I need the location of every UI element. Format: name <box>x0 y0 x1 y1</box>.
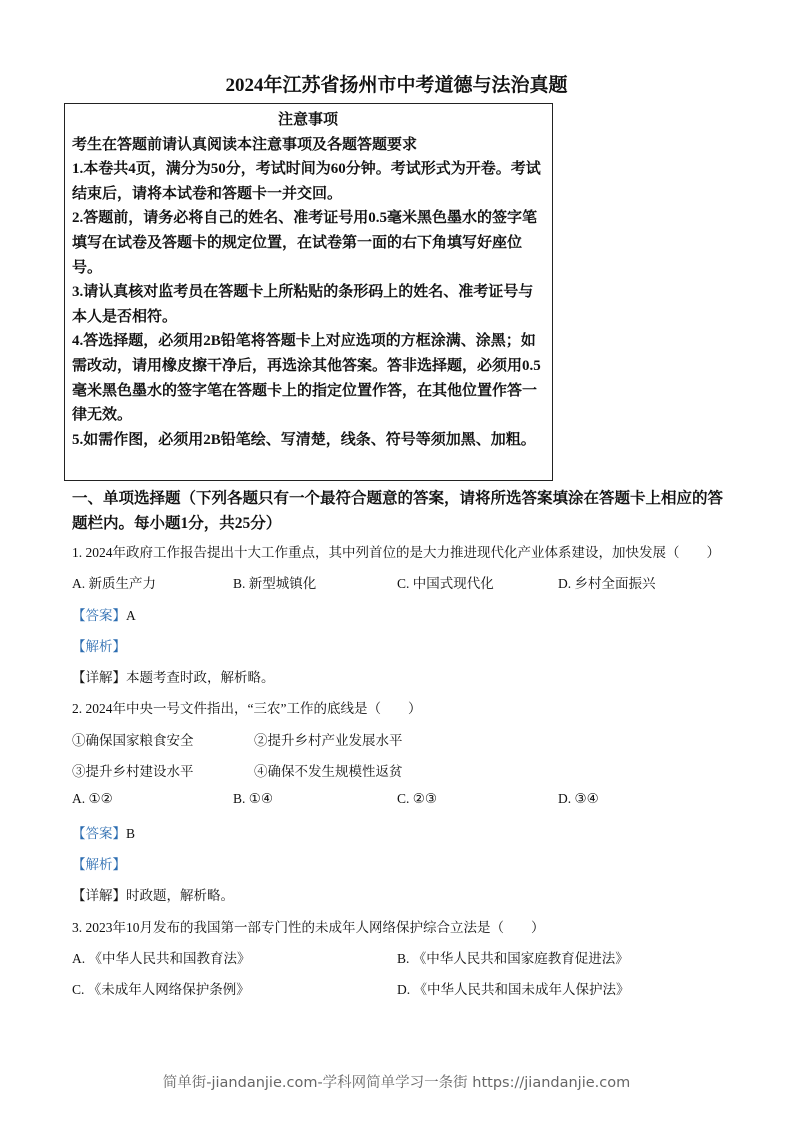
q1-option-b: B. 新型城镇化 <box>233 576 317 591</box>
q1-option-a: A. 新质生产力 <box>72 576 156 591</box>
answer-label: 【答案】 <box>72 826 126 841</box>
q2-option-a: A. ①② <box>72 791 113 806</box>
analysis-label: 【解析】 <box>72 857 126 872</box>
q3-option-d: D. 《中华人民共和国未成年人保护法》 <box>397 982 630 997</box>
answer-value: B <box>126 826 136 841</box>
q2-option-b: B. ①④ <box>233 791 273 806</box>
q1-detail <box>72 666 275 686</box>
notice-line: 1.本卷共4页，满分为50分，考试时间为60分钟。考试形式为开卷。考试结束后，请将本试卷和答题卡一并交回。 <box>72 161 541 202</box>
page-title: 2024年江苏省扬州市中考道德与法治真题 <box>225 75 568 96</box>
q3-option-b: B. 《中华人民共和国家庭教育促进法》 <box>397 951 629 966</box>
analysis-label: 【解析】 <box>72 639 126 654</box>
footer-watermark: 简单街-jiandanjie.com-学科网简单学习一条街 https://jiandanjie.com <box>162 1075 631 1091</box>
notice-line: 2.答题前，请务必将自己的姓名、准考证号用0.5毫米黑色墨水的签字笔填写在试卷及答题卡的规定位置，在试卷第一面的右下角填写好座位号。 <box>72 210 538 276</box>
question-2-stem: 2. 2024年中央一号文件指出，“三农”工作的底线是（ ） <box>72 701 422 716</box>
q2-option-c: C. ②③ <box>397 791 437 806</box>
detail-text: 本题考查时政，解析略。 <box>126 670 275 685</box>
detail-text: 时政题，解析略。 <box>126 888 234 903</box>
q2-answer <box>72 822 135 842</box>
detail-label: 【详解】 <box>72 670 126 685</box>
notice-line: 考生在答题前请认真阅读本注意事项及各题答题要求 <box>72 136 418 153</box>
q2-item-4: ④确保不发生规模性返贫 <box>254 764 403 779</box>
q1-option-d: D. 乡村全面振兴 <box>558 576 656 591</box>
q1-answer <box>72 604 136 624</box>
notice-line: 5.如需作图，必须用2B铅笔绘、写清楚，线条、符号等须加黑、加粗。 <box>72 431 536 448</box>
q2-option-d: D. ③④ <box>558 791 599 806</box>
q1-option-c: C. 中国式现代化 <box>397 576 494 591</box>
q3-option-c: C. 《未成年人网络保护条例》 <box>72 982 250 997</box>
answer-value: A <box>126 608 136 623</box>
q2-item-1: ①确保国家粮食安全 <box>72 733 194 748</box>
question-3-stem: 3. 2023年10月发布的我国第一部专门性的未成年人网络保护综合立法是（ ） <box>72 920 545 935</box>
q3-option-a: A. 《中华人民共和国教育法》 <box>72 951 251 966</box>
notice-line: 4.答选择题，必须用2B铅笔将答题卡上对应选项的方框涂满、涂黑；如需改动，请用橡皮擦干净后，再选涂其他答案。答非选择题，必须用0.5毫米黑色墨水的签字笔在答题卡上的指定位置作答，在其他位置作答一律无效。 <box>72 333 541 424</box>
q2-item-2: ②提升乡村产业发展水平 <box>254 733 403 748</box>
detail-label: 【详解】 <box>72 888 126 903</box>
q2-detail <box>72 884 234 904</box>
answer-label: 【答案】 <box>72 608 126 623</box>
section-heading: 一、单项选择题（下列各题只有一个最符合题意的答案，请将所选答案填涂在答题卡上相应的答题栏内。每小题1分，共25分） <box>72 490 724 532</box>
notice-line: 3.请认真核对监考员在答题卡上所粘贴的条形码上的姓名、准考证号与本人是否相符。 <box>72 284 534 325</box>
notice-heading: 注意事项 <box>277 112 338 128</box>
notice-box <box>64 103 553 481</box>
question-1-stem: 1. 2024年政府工作报告提出十大工作重点，其中列首位的是大力推进现代化产业体系建设，加快发展（ ） <box>72 545 720 560</box>
q2-item-3: ③提升乡村建设水平 <box>72 764 194 779</box>
